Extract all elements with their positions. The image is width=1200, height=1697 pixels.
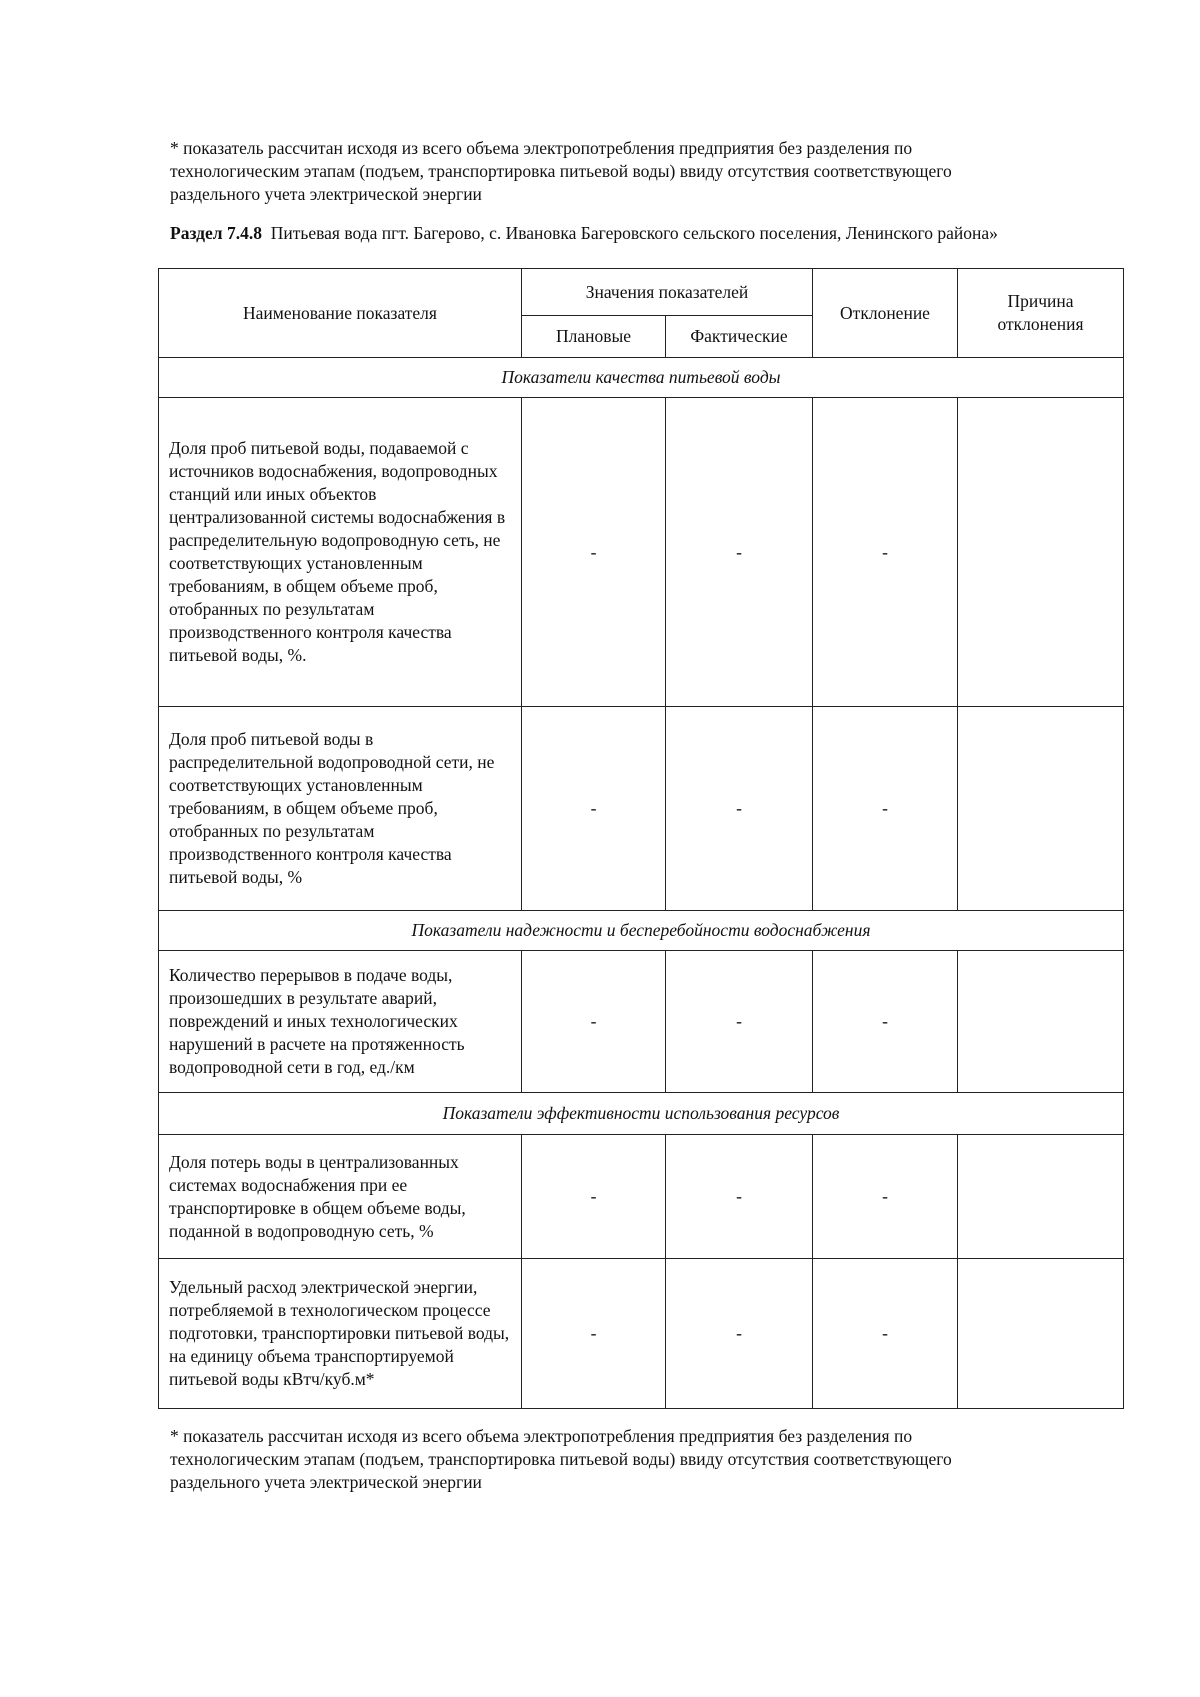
indicator-name: Количество перерывов в подаче воды, произошедших в результате аварий, повреждений и иных технологических нарушений в расчете на протяженность водопроводной сети в год, ед./км xyxy=(159,951,522,1093)
top-footnote: * показатель рассчитан исходя из всего объема электропотребления предприятия без разделения по технологическим этапам (подъем, транспортировка питьевой воды) ввиду отсутствия соответствующего раздельного учета электрической энергии xyxy=(170,138,952,204)
deviation-value: - xyxy=(813,1135,958,1259)
header-actual: Фактические xyxy=(666,316,813,358)
planned-value: - xyxy=(522,1259,666,1409)
table-row xyxy=(159,398,1124,707)
table-row xyxy=(159,951,1124,1093)
header-deviation: Отклонение xyxy=(813,269,958,358)
indicator-name: Доля проб питьевой воды, подаваемой с источников водоснабжения, водопроводных станций или иных объектов централизованной системы водоснабжения в распределительную водопроводную сеть, не соответствующих установленным требованиям, в общем объеме проб, отобранных по результатам производственного контроля качества питьевой воды, %. xyxy=(159,398,522,707)
indicators-table xyxy=(158,268,1124,1409)
category-row xyxy=(159,358,1124,398)
actual-value: - xyxy=(666,398,813,707)
category-reliability: Показатели надежности и бесперебойности водоснабжения xyxy=(159,911,1124,951)
section-heading xyxy=(170,223,1090,244)
actual-value: - xyxy=(666,1135,813,1259)
indicator-name: Доля проб питьевой воды в распределительной водопроводной сети, не соответствующих установленным требованиям, в общем объеме проб, отобранных по результатам производственного контроля качества питьевой воды, % xyxy=(159,707,522,911)
reason-value xyxy=(958,398,1124,707)
table-row xyxy=(159,1259,1124,1409)
actual-value: - xyxy=(666,1259,813,1409)
deviation-value: - xyxy=(813,398,958,707)
header-values-group: Значения показателей xyxy=(522,269,813,316)
header-reason: Причина отклонения xyxy=(958,269,1124,358)
reason-value xyxy=(958,951,1124,1093)
table-header-row xyxy=(159,269,1124,316)
bottom-footnote: * показатель рассчитан исходя из всего объема электропотребления предприятия без разделения по технологическим этапам (подъем, транспортировка питьевой воды) ввиду отсутствия соответствующего раздельного учета электрической энергии xyxy=(170,1426,952,1492)
category-row xyxy=(159,911,1124,951)
indicator-name: Доля потерь воды в централизованных системах водоснабжения при ее транспортировке в общем объеме воды, поданной в водопроводную сеть, % xyxy=(159,1135,522,1259)
category-water-quality: Показатели качества питьевой воды xyxy=(159,358,1124,398)
section-number: Раздел 7.4.8 xyxy=(170,223,262,243)
category-resource-efficiency: Показатели эффективности использования ресурсов xyxy=(159,1093,1124,1135)
deviation-value: - xyxy=(813,951,958,1093)
planned-value: - xyxy=(522,1135,666,1259)
header-name: Наименование показателя xyxy=(159,269,522,358)
deviation-value: - xyxy=(813,707,958,911)
category-row xyxy=(159,1093,1124,1135)
planned-value: - xyxy=(522,398,666,707)
actual-value: - xyxy=(666,707,813,911)
planned-value: - xyxy=(522,951,666,1093)
planned-value: - xyxy=(522,707,666,911)
actual-value: - xyxy=(666,951,813,1093)
section-title: Питьевая вода пгт. Багерово, с. Ивановка Багеровского сельского поселения, Ленинского района» xyxy=(270,223,998,243)
reason-value xyxy=(958,1135,1124,1259)
deviation-value: - xyxy=(813,1259,958,1409)
reason-value xyxy=(958,707,1124,911)
header-planned: Плановые xyxy=(522,316,666,358)
table-row xyxy=(159,1135,1124,1259)
reason-value xyxy=(958,1259,1124,1409)
table-row xyxy=(159,707,1124,911)
indicator-name: Удельный расход электрической энергии, потребляемой в технологическом процессе подготовки, транспортировки питьевой воды, на единицу объема транспортируемой питьевой воды кВтч/куб.м* xyxy=(159,1259,522,1409)
